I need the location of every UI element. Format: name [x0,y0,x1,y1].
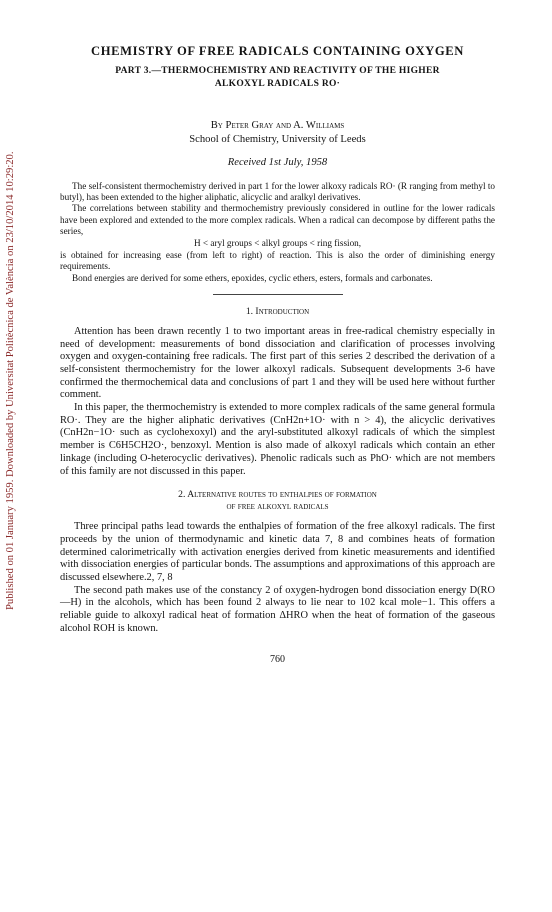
authors: By Peter Gray and A. Williams [210,120,345,131]
page-number: 760 [270,653,285,665]
abstract-paragraph: is obtained for increasing ease (from left to right) of reaction. This is also the order of diminishing energy requirements. [60,250,495,272]
affiliation: School of Chemistry, University of Leeds [189,134,366,145]
download-watermark-text: Published on 01 January 1959. Downloaded by Universitat Politècnica de València on 23/10/2014 10:29:20. [5,151,16,610]
section-heading-alternative-routes [60,489,495,513]
abstract-paragraph: The correlations between stability and thermochemistry previously considered in outline for the lower radicals have been explored and extended to the more complex radicals. When a radical can decompose by different paths the series, [60,203,495,236]
article-subtitle-line1: PART 3.—THERMOCHEMISTRY AND REACTIVITY OF THE HIGHER [115,66,440,76]
body-paragraph: In this paper, the thermochemistry is extended to more complex radicals of the same general formula RO·. They are the higher aliphatic derivatives (CnH2n+1O· with n > 4), the alicyclic derivatives (CnH2n−1O· such as cyclohexoxyl) and the aryl-substituted alkoxyl radicals of which the simplest member is C6H5CH2O·, benzoxyl. Mention is also made of alkoxyl radicals which contain an ether linkage (including O-heterocyclic derivatives). Phenolic radicals such as PhO· which are not members of this family are not discussed in this paper. [60,402,495,477]
body-paragraph: Three principal paths lead towards the enthalpies of formation of the free alkoxyl radicals. The first proceeds by the union of thermodynamic and kinetic data 7, 8 and combines heats of formation determined calorimetrically with activation energies derived from kinetic measurements and identified with dissociation energies of particular bonds. The assumptions and approximations of this approach are discussed elsewhere.2, 7, 8 [60,521,495,584]
abstract-paragraph: The self-consistent thermochemistry derived in part 1 for the lower alkoxy radicals RO· (R ranging from methyl to butyl), has been extended to the higher aliphatic, alicyclic and aralkyl derivatives. [60,181,495,203]
body-paragraph: Attention has been drawn recently 1 to two important areas in free-radical chemistry especially in need of development: measurements of bond dissociation and clarification of processes involving oxygen and oxygen-containing free radicals. The first part of this series 2 described the derivation of a self-consistent thermochemistry for the lower alkoxyl radicals. Subsequent developments 3-6 have confirmed the thermochemical data and conclusions of part 1 and they will be used here without further comment. [60,325,495,401]
section-body-introduction [60,326,495,478]
section-heading-introduction: 1. Introduction [245,305,310,317]
download-watermark [4,90,18,610]
article-title: CHEMISTRY OF FREE RADICALS CONTAINING OXYGEN [91,44,464,58]
article-page [60,36,495,665]
section-body-alternative-routes [60,521,495,635]
section-heading-line2: of free alkoxyl radicals [226,501,329,513]
section-divider [213,294,343,295]
section-heading-line1: 2. Alternative routes to enthalpies of formation [178,489,377,501]
abstract-paragraph: Bond energies are derived for some ethers, epoxides, cyclic ethers, esters, formals and carbonates. [72,272,433,283]
article-subtitle-line2: ALKOXYL RADICALS RO· [214,78,341,89]
received-date: Received 1st July, 1958 [227,157,328,168]
body-paragraph: The second path makes use of the constancy 2 of oxygen-hydrogen bond dissociation energy D(RO—H) in the alcohols, which has been found 2 always to lie near to 102 kcal mole−1. This offers a reliable guide to alkoxyl radical heat of formation ΔHRO when the heat of formation of the gaseous alcohol ROH is known. [60,584,495,634]
abstract-series-formula: H < aryl groups < alkyl groups < ring fission, [193,238,362,249]
abstract [60,181,495,284]
